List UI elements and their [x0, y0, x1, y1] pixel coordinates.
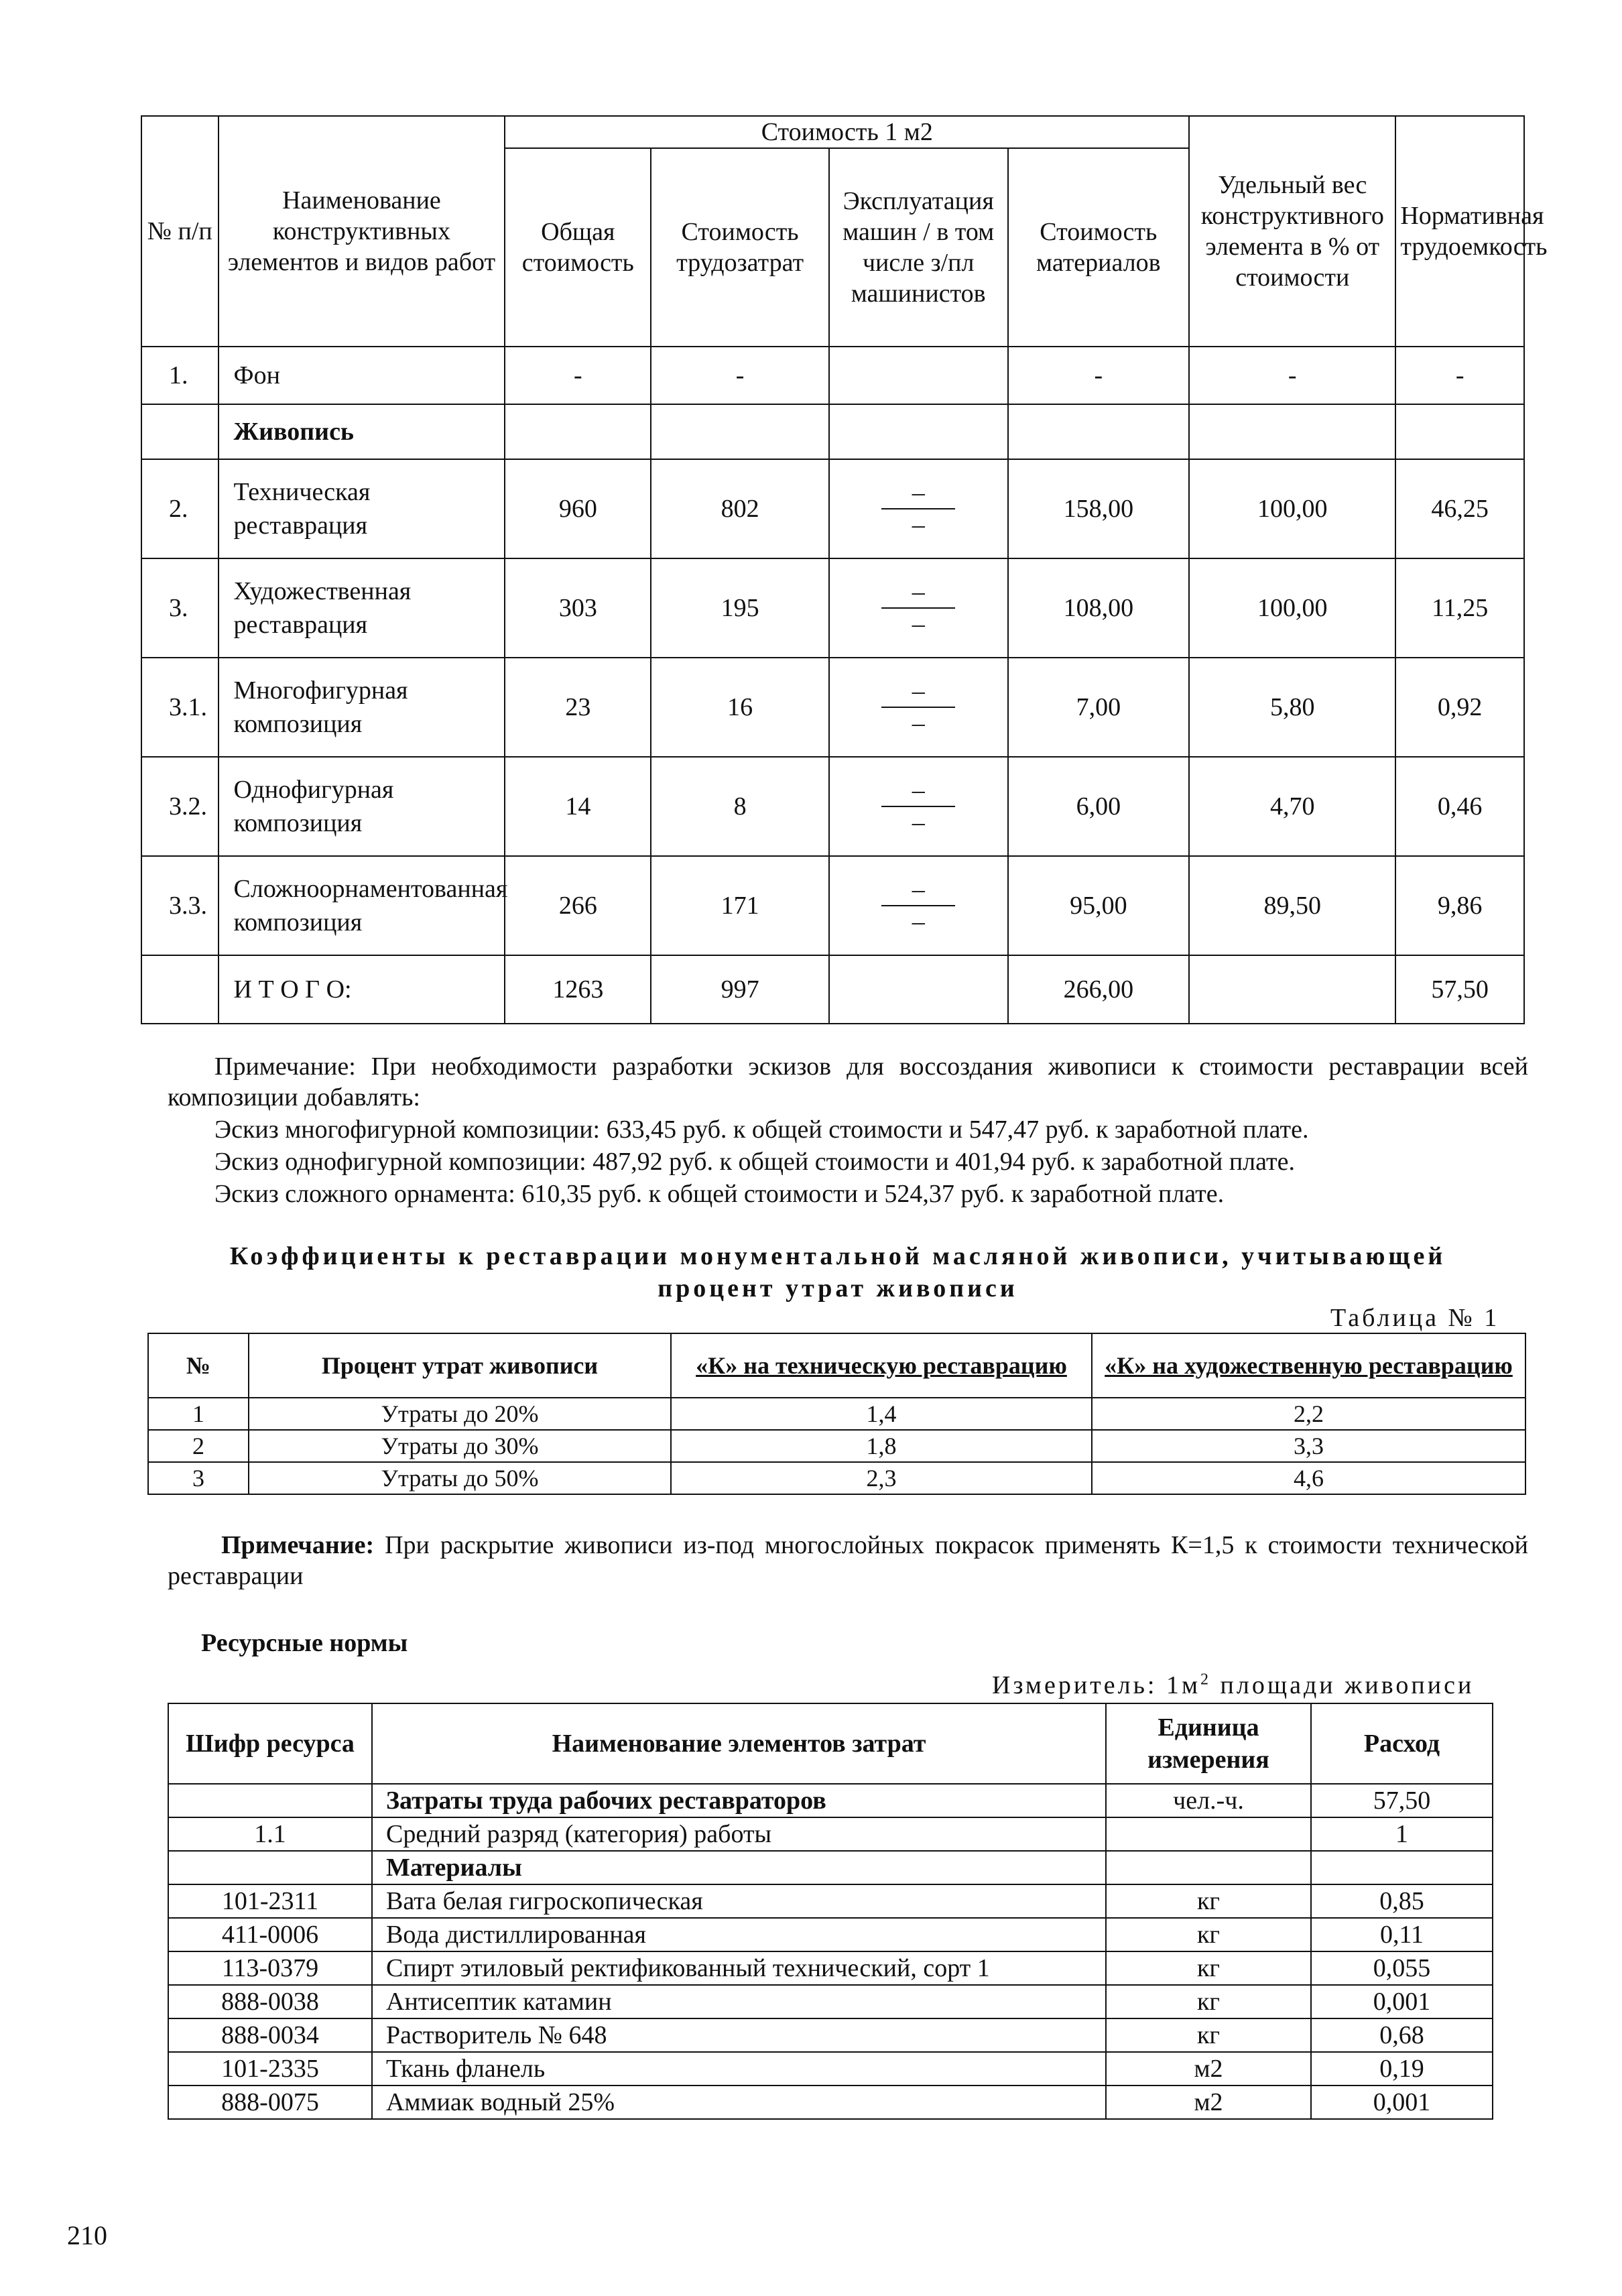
t3-unit: [1106, 1817, 1311, 1851]
row-num: 2.: [141, 459, 219, 558]
row-num: [141, 955, 219, 1024]
t3-name: Антисептик катамин: [372, 1985, 1106, 2018]
note-sketches: Примечание: При необходимости разработки эскизов для воссоздания живописи к стоимости реставрации всей композиции добавлять:: [168, 1052, 1528, 1111]
row-materials: 7,00: [1008, 658, 1190, 757]
t3-unit: м2: [1106, 2052, 1311, 2086]
header-num: № п/п: [141, 116, 219, 347]
row-norm: -: [1395, 347, 1524, 404]
row-num: 3.2.: [141, 757, 219, 856]
note-uncovering: [168, 1530, 1528, 1591]
row-labor: 997: [651, 955, 829, 1024]
header-norm: Нормативная трудоемкость: [1395, 116, 1524, 347]
table-row: [141, 757, 1524, 856]
header-weight: Удельный вес конструктивного элемента в % от стоимости: [1189, 116, 1395, 347]
table-row: [168, 1884, 1493, 1918]
page-number: 210: [67, 2220, 107, 2250]
measure-prefix: Измеритель: 1м: [992, 1671, 1201, 1699]
measure-label: [992, 1671, 1474, 1700]
coefficients-table: [147, 1333, 1526, 1495]
t2-tech: 1,8: [671, 1430, 1092, 1462]
dash-top: –: [912, 479, 925, 507]
header-machines: Эксплуатация машин / в том числе з/пл машинистов: [829, 148, 1008, 347]
t3-name: Растворитель № 648: [372, 2018, 1106, 2052]
t3-qty: 0,11: [1311, 1918, 1493, 1951]
row-num: 3.1.: [141, 658, 219, 757]
t3-qty: 0,001: [1311, 1985, 1493, 2018]
fraction-line: [881, 508, 955, 509]
t3-code: 1.1: [168, 1817, 372, 1851]
table-row: [168, 1784, 1493, 1817]
t2-tech: 2,3: [671, 1462, 1092, 1494]
row-machines: [829, 856, 1008, 955]
table-row: [141, 558, 1524, 658]
row-norm: 0,92: [1395, 658, 1524, 757]
t2-art: 4,6: [1092, 1462, 1525, 1494]
table-number-label: Таблица № 1: [1330, 1304, 1500, 1332]
t3-unit: кг: [1106, 1985, 1311, 2018]
t2-header-art: «К» на художественную реставрацию: [1092, 1333, 1525, 1398]
row-name: Однофигурная композиция: [219, 757, 505, 856]
row-materials: 158,00: [1008, 459, 1190, 558]
row-total: 960: [505, 459, 651, 558]
row-labor: 16: [651, 658, 829, 757]
note-uncovering-label: Примечание:: [221, 1531, 375, 1559]
t3-name: Спирт этиловый ректификованный технический, сорт 1: [372, 1951, 1106, 1985]
t3-code: [168, 1784, 372, 1817]
row-weight: 4,70: [1189, 757, 1395, 856]
table-row: [168, 1851, 1493, 1884]
t3-unit: [1106, 1851, 1311, 1884]
dash-top: –: [912, 875, 925, 904]
t3-qty: 0,001: [1311, 2086, 1493, 2119]
fraction-line: [881, 905, 955, 906]
table-row: [168, 2052, 1493, 2086]
t3-code: 101-2311: [168, 1884, 372, 1918]
row-name: Многофигурная композиция: [219, 658, 505, 757]
row-norm: 57,50: [1395, 955, 1524, 1024]
t3-code: [168, 1851, 372, 1884]
t3-qty: 57,50: [1311, 1784, 1493, 1817]
table-row: [168, 1951, 1493, 1985]
row-name: Живопись: [219, 404, 505, 459]
table-row: [141, 856, 1524, 955]
t2-header-tech: «К» на техническую реставрацию: [671, 1333, 1092, 1398]
row-machines: [829, 757, 1008, 856]
row-weight: 100,00: [1189, 558, 1395, 658]
coefficients-title-2: процент утрат живописи: [658, 1274, 1018, 1303]
table-row: [168, 2018, 1493, 2052]
t3-code: 411-0006: [168, 1918, 372, 1951]
row-weight: [1189, 404, 1395, 459]
note-uncovering-text: При раскрытие живописи из-под многослойных покрасок применять К=1,5 к стоимости технической реставрации: [168, 1531, 1529, 1590]
row-norm: 46,25: [1395, 459, 1524, 558]
row-machines: [829, 558, 1008, 658]
row-labor: 8: [651, 757, 829, 856]
row-num: 1.: [141, 347, 219, 404]
row-total: 14: [505, 757, 651, 856]
t3-qty: 0,85: [1311, 1884, 1493, 1918]
header-materials: Стоимость материалов: [1008, 148, 1190, 347]
header-name: Наименование конструктивных элементов и видов работ: [219, 116, 505, 347]
row-num: [141, 404, 219, 459]
t2-tech: 1,4: [671, 1398, 1092, 1430]
t3-name: Затраты труда рабочих реставраторов: [372, 1784, 1106, 1817]
t2-num: 1: [148, 1398, 249, 1430]
row-materials: 108,00: [1008, 558, 1190, 658]
row-total: [505, 404, 651, 459]
row-materials: 95,00: [1008, 856, 1190, 955]
row-name: Художественная реставрация: [219, 558, 505, 658]
dash-top: –: [912, 776, 925, 804]
row-weight: -: [1189, 347, 1395, 404]
row-machines: [829, 347, 1008, 404]
row-weight: [1189, 955, 1395, 1024]
row-weight: 100,00: [1189, 459, 1395, 558]
t3-name: Ткань фланель: [372, 2052, 1106, 2086]
header-cost-group: Стоимость 1 м2: [505, 116, 1189, 148]
t3-qty: 0,19: [1311, 2052, 1493, 2086]
row-total: 266: [505, 856, 651, 955]
t3-unit: кг: [1106, 1918, 1311, 1951]
row-name: Техническая реставрация: [219, 459, 505, 558]
coefficients-title-1: Коэффициенты к реставрации монументальной масляной живописи, учитывающей: [229, 1242, 1446, 1270]
row-num: 3.3.: [141, 856, 219, 955]
note-line-2: Эскиз однофигурной композиции: 487,92 руб. к общей стоимости и 401,94 руб. к заработной плате.: [214, 1148, 1295, 1176]
note-line-1: Эскиз многофигурной композиции: 633,45 руб. к общей стоимости и 547,47 руб. к заработной плате.: [214, 1115, 1309, 1144]
t3-qty: [1311, 1851, 1493, 1884]
row-labor: 171: [651, 856, 829, 955]
fraction-line: [881, 607, 955, 609]
row-total: -: [505, 347, 651, 404]
table-row: [148, 1398, 1525, 1430]
table-row: [141, 404, 1524, 459]
dash-bottom: –: [912, 908, 925, 936]
row-name: Сложноорнаментованная композиция: [219, 856, 505, 955]
t2-percent: Утраты до 20%: [249, 1398, 671, 1430]
t3-name: Вода дистиллированная: [372, 1918, 1106, 1951]
row-weight: 5,80: [1189, 658, 1395, 757]
row-total: 303: [505, 558, 651, 658]
row-labor: 802: [651, 459, 829, 558]
t3-header-qty: Расход: [1311, 1703, 1493, 1784]
row-machines: [829, 404, 1008, 459]
measure-sup: 2: [1200, 1671, 1212, 1689]
dash-top: –: [912, 578, 925, 606]
row-total: 1263: [505, 955, 651, 1024]
t2-header-num: №: [148, 1333, 249, 1398]
fraction-line: [881, 806, 955, 807]
t2-header-percent: Процент утрат живописи: [249, 1333, 671, 1398]
t3-unit: кг: [1106, 1884, 1311, 1918]
measure-suffix: площади живописи: [1211, 1671, 1475, 1699]
dash-bottom: –: [912, 709, 925, 737]
fraction-line: [881, 707, 955, 708]
row-norm: 0,46: [1395, 757, 1524, 856]
t2-percent: Утраты до 30%: [249, 1430, 671, 1462]
cost-table: [141, 115, 1548, 1024]
t3-name: Материалы: [372, 1851, 1106, 1884]
row-materials: 6,00: [1008, 757, 1190, 856]
t3-unit: кг: [1106, 2018, 1311, 2052]
t3-name: Вата белая гигроскопическая: [372, 1884, 1106, 1918]
row-name: И Т О Г О:: [219, 955, 505, 1024]
table-row: [141, 347, 1524, 404]
row-total: 23: [505, 658, 651, 757]
dash-bottom: –: [912, 808, 925, 837]
row-machines: [829, 459, 1008, 558]
t3-code: 113-0379: [168, 1951, 372, 1985]
row-name: Фон: [219, 347, 505, 404]
t3-qty: 0,68: [1311, 2018, 1493, 2052]
table-row: [168, 2086, 1493, 2119]
row-labor: [651, 404, 829, 459]
row-norm: 11,25: [1395, 558, 1524, 658]
t3-qty: 0,055: [1311, 1951, 1493, 1985]
t3-code: 888-0038: [168, 1985, 372, 2018]
table-row: [148, 1462, 1525, 1494]
row-labor: -: [651, 347, 829, 404]
t2-num: 3: [148, 1462, 249, 1494]
row-labor: 195: [651, 558, 829, 658]
t3-name: Средний разряд (категория) работы: [372, 1817, 1106, 1851]
t3-header-code: Шифр ресурса: [168, 1703, 372, 1784]
resource-norms-title: Ресурсные нормы: [201, 1629, 408, 1657]
t3-header-unit: Единица измерения: [1106, 1703, 1311, 1784]
table-row: [141, 955, 1524, 1024]
table-row: [168, 1985, 1493, 2018]
t3-unit: кг: [1106, 1951, 1311, 1985]
row-norm: 9,86: [1395, 856, 1524, 955]
table-row: [168, 1918, 1493, 1951]
note-line-3: Эскиз сложного орнамента: 610,35 руб. к общей стоимости и 524,37 руб. к заработной плате.: [214, 1180, 1225, 1208]
row-materials: [1008, 404, 1190, 459]
row-weight: 89,50: [1189, 856, 1395, 955]
table-row: [141, 658, 1524, 757]
t3-unit: м2: [1106, 2086, 1311, 2119]
t3-code: 888-0034: [168, 2018, 372, 2052]
t3-name: Аммиак водный 25%: [372, 2086, 1106, 2119]
row-machines: [829, 658, 1008, 757]
dash-top: –: [912, 677, 925, 705]
header-total: Общая стоимость: [505, 148, 651, 347]
t3-header-name: Наименование элементов затрат: [372, 1703, 1106, 1784]
t3-qty: 1: [1311, 1817, 1493, 1851]
table-row: [168, 1817, 1493, 1851]
t2-art: 3,3: [1092, 1430, 1525, 1462]
t2-num: 2: [148, 1430, 249, 1462]
dash-bottom: –: [912, 511, 925, 539]
resource-table: [168, 1703, 1493, 2120]
header-labor: Стоимость трудозатрат: [651, 148, 829, 347]
row-num: 3.: [141, 558, 219, 658]
row-materials: -: [1008, 347, 1190, 404]
row-machines: [829, 955, 1008, 1024]
t3-code: 888-0075: [168, 2086, 372, 2119]
dash-bottom: –: [912, 610, 925, 638]
t2-art: 2,2: [1092, 1398, 1525, 1430]
table-row: [141, 459, 1524, 558]
t3-code: 101-2335: [168, 2052, 372, 2086]
t3-unit: чел.-ч.: [1106, 1784, 1311, 1817]
row-materials: 266,00: [1008, 955, 1190, 1024]
table-row: [148, 1430, 1525, 1462]
row-norm: [1395, 404, 1524, 459]
t2-percent: Утраты до 50%: [249, 1462, 671, 1494]
